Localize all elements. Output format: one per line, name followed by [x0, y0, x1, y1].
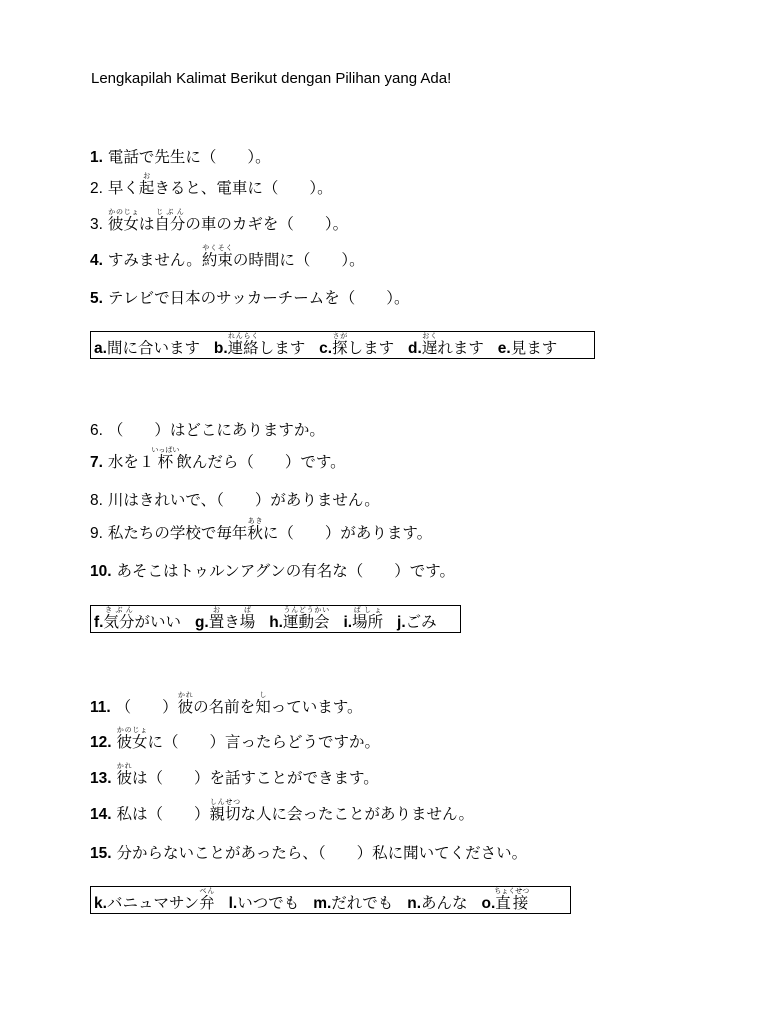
question-3 [90, 208, 348, 233]
furigana: じぶん [154, 208, 186, 216]
furigana: し [255, 691, 271, 699]
question-9 [90, 517, 432, 542]
question-text: 私は（ ）親切しんせつな人に会ったことがありません。 [116, 798, 474, 823]
question-text: あそこはトゥルンアグンの有名な（ ）です。 [116, 562, 456, 580]
question-6 [90, 423, 325, 439]
option-d: d.遅おくれます [408, 332, 484, 357]
question-4 [90, 244, 365, 269]
question-number: 14. [90, 806, 112, 823]
question-number: 8. [90, 492, 103, 509]
option-a: a.間に合います [94, 339, 200, 357]
question-number: 11. [90, 699, 111, 716]
question-text: 川はきれいで、（ ）がありません。 [107, 491, 380, 509]
question-15 [90, 846, 527, 862]
question-number: 1. [90, 149, 103, 166]
question-13 [90, 762, 379, 787]
question-11 [90, 691, 362, 716]
question-8 [90, 493, 380, 509]
option-g: g.置おき場ば [194, 606, 256, 631]
question-1 [90, 150, 271, 166]
option-c: c.探さがします [319, 332, 395, 357]
question-number: 10. [90, 563, 112, 580]
furigana: かれ [177, 691, 194, 699]
option-n: n.あんな [407, 894, 468, 912]
question-text: 彼かれは（ ）を話すことができます。 [116, 762, 379, 787]
question-14 [90, 798, 474, 823]
question-text: 電話で先生に（ ）。 [107, 148, 271, 166]
question-text: （ ）彼かれの名前を知しっています。 [115, 691, 363, 716]
furigana: いっぱい [151, 446, 180, 454]
option-h: h.運動会うんどうかい [269, 606, 330, 631]
question-text: テレビで日本のサッカーチームを（ ）。 [107, 289, 410, 307]
option-e: e.見ます [497, 339, 558, 357]
option-m: m.だれでも [313, 894, 394, 912]
instruction-title: Lengkapilah Kalimat Berikut dengan Pilihan yang Ada! [91, 70, 452, 87]
question-text: 早く起おきると、電車に（ ）。 [107, 172, 333, 197]
question-text: 彼女かのじょは自分じぶんの車のカギを（ ）。 [107, 208, 349, 233]
answer-options-box [90, 605, 461, 633]
option-o: o.直接ちょくせつ [481, 887, 530, 912]
question-number: 3. [90, 216, 103, 233]
furigana: しんせつ [209, 798, 241, 806]
option-i: i.場所ばしょ [343, 606, 384, 631]
option-f: f.気分きぶんがいい [94, 606, 181, 631]
option-k: k.バニュマサン弁べん [94, 887, 215, 912]
furigana: やくそく [201, 244, 233, 252]
question-text: 水を１杯いっぱい飲んだら（ ）です。 [107, 446, 346, 471]
question-text: 分からないことがあったら、（ ）私に聞いてください。 [116, 844, 528, 862]
question-number: 2. [90, 180, 103, 197]
question-number: 4. [90, 252, 103, 269]
question-number: 5. [90, 290, 103, 307]
question-number: 15. [90, 845, 112, 862]
question-number: 6. [90, 422, 103, 439]
question-10 [90, 564, 455, 580]
option-j: j.ごみ [397, 613, 437, 631]
question-text: すみません。約束やくそくの時間に（ ）。 [107, 244, 365, 269]
question-5 [90, 291, 410, 307]
option-l: l.いつでも [228, 894, 300, 912]
question-number: 9. [90, 525, 103, 542]
question-text: 私たちの学校で毎年秋あきに（ ）があります。 [107, 517, 433, 542]
question-number: 13. [90, 770, 112, 787]
question-7 [90, 446, 346, 471]
answer-options-box [90, 886, 571, 914]
furigana: かれ [116, 762, 133, 770]
question-2 [90, 172, 333, 197]
answer-options-box [90, 331, 595, 359]
question-number: 7. [90, 454, 103, 471]
furigana: お [138, 172, 155, 180]
furigana: かのじょ [116, 726, 148, 734]
question-text: （ ）はどこにありますか。 [107, 421, 325, 439]
option-b: b.連絡れんらくします [213, 332, 306, 357]
question-12 [90, 726, 380, 751]
question-number: 12. [90, 734, 112, 751]
furigana: かのじょ [107, 208, 139, 216]
question-text: 彼女かのじょに（ ）言ったらどうですか。 [116, 726, 381, 751]
furigana: あき [247, 517, 263, 525]
